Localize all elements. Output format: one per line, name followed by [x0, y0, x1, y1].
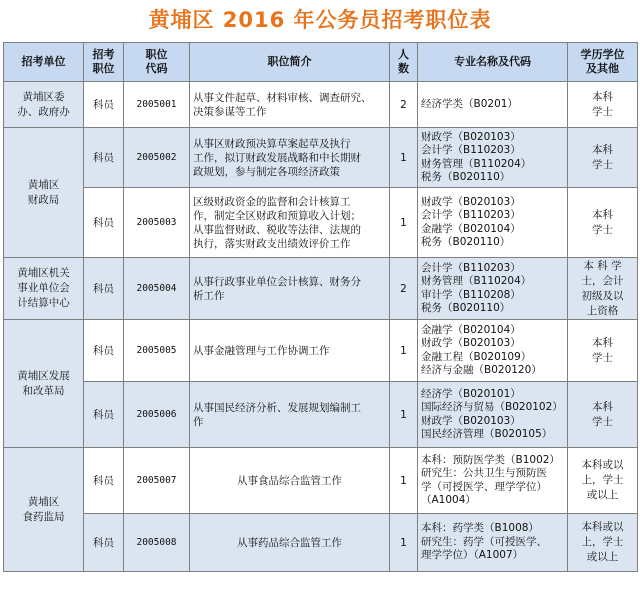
degree-cell: 本科 学士 — [568, 320, 638, 382]
unit-cell: 黄埔区 财政局 — [4, 128, 84, 258]
table-row — [4, 82, 638, 128]
page-title: 黄埔区 2016 年公务员招考职位表 — [148, 8, 492, 32]
unit-cell: 黄埔区 食药监局 — [4, 448, 84, 572]
table-row — [4, 188, 638, 258]
table-row — [4, 128, 638, 188]
brief-cell: 从事行政事业单位会计核算、财务分 析工作 — [190, 258, 390, 320]
code-cell: 2005006 — [124, 382, 190, 448]
header-count: 人 数 — [390, 43, 418, 82]
major-cell: 财政学（B020103） 会计学（B110203） 财务管理（B110204） 税务（B020110） — [418, 128, 568, 188]
table-row — [4, 320, 638, 382]
degree-cell: 本科或以 上，学士 或以上 — [568, 514, 638, 572]
count-cell: 2 — [390, 258, 418, 320]
count-cell: 2 — [390, 82, 418, 128]
degree-cell: 本科 学士 — [568, 128, 638, 188]
count-cell: 1 — [390, 320, 418, 382]
table-row — [4, 258, 638, 320]
degree-cell: 本科 学士 — [568, 188, 638, 258]
code-cell: 2005002 — [124, 128, 190, 188]
position-cell: 科员 — [84, 188, 124, 258]
degree-cell: 本科或以 上，学士 或以上 — [568, 448, 638, 514]
code-cell: 2005001 — [124, 82, 190, 128]
brief-cell: 从事文件起草、材料审核、调查研究、 决策参谋等工作 — [190, 82, 390, 128]
position-cell: 科员 — [84, 128, 124, 188]
position-cell: 科员 — [84, 448, 124, 514]
unit-cell: 黄埔区发展 和改革局 — [4, 320, 84, 448]
header-degree: 学历学位 及其他 — [568, 43, 638, 82]
header-position: 招考 职位 — [84, 43, 124, 82]
count-cell: 1 — [390, 128, 418, 188]
header-row — [4, 43, 638, 82]
brief-cell: 从事国民经济分析、发展规划编制工 作 — [190, 382, 390, 448]
header-code: 职位 代码 — [124, 43, 190, 82]
table-row — [4, 382, 638, 448]
major-cell: 经济学（B020101） 国际经济与贸易（B020102） 财政学（B020103） 国民经济管理（B020105） — [418, 382, 568, 448]
major-cell: 财政学（B020103） 会计学（B110203） 金融学（B020104） 税务（B020110） — [418, 188, 568, 258]
position-cell: 科员 — [84, 258, 124, 320]
position-cell: 科员 — [84, 320, 124, 382]
major-cell: 会计学（B110203） 财务管理（B110204） 审计学（B110208） 税务（B020110） — [418, 258, 568, 320]
brief-cell: 从事药品综合监管工作 — [190, 514, 390, 572]
major-cell: 本科：预防医学类（B1002） 研究生：公共卫生与预防医 学（可授医学、理学学位） （A1004） — [418, 448, 568, 514]
count-cell: 1 — [390, 448, 418, 514]
count-cell: 1 — [390, 382, 418, 448]
count-cell: 1 — [390, 188, 418, 258]
recruitment-table — [3, 42, 638, 572]
code-cell: 2005003 — [124, 188, 190, 258]
brief-cell: 从事食品综合监管工作 — [190, 448, 390, 514]
code-cell: 2005008 — [124, 514, 190, 572]
position-cell: 科员 — [84, 514, 124, 572]
position-cell: 科员 — [84, 82, 124, 128]
header-brief: 职位简介 — [190, 43, 390, 82]
position-cell: 科员 — [84, 382, 124, 448]
degree-cell: 本科 学士 — [568, 382, 638, 448]
brief-cell: 从事金融管理与工作协调工作 — [190, 320, 390, 382]
header-unit: 招考单位 — [4, 43, 84, 82]
major-cell: 本科：药学类（B1008） 研究生：药学（可授医学、 理学学位）（A1007） — [418, 514, 568, 572]
header-major: 专业名称及代码 — [418, 43, 568, 82]
brief-cell: 区级财政资金的监督和会计核算工 作，制定全区财政和预算收入计划； 从事监督财政、税收等法律、法规的 执行，落实财政支出绩效评价工作 — [190, 188, 390, 258]
major-cell: 金融学（B020104） 财政学（B020103） 金融工程（B020109） 经济与金融（B020120） — [418, 320, 568, 382]
table-row — [4, 514, 638, 572]
code-cell: 2005005 — [124, 320, 190, 382]
degree-cell: 本 科 学 士，会计 初级及以 上资格 — [568, 258, 638, 320]
unit-cell: 黄埔区委 办、政府办 — [4, 82, 84, 128]
brief-cell: 从事区财政预决算草案起草及执行 工作，拟订财政发展战略和中长期财 政规划，参与制定各项经济政策 — [190, 128, 390, 188]
degree-cell: 本科 学士 — [568, 82, 638, 128]
count-cell: 1 — [390, 514, 418, 572]
unit-cell: 黄埔区机关 事业单位会 计结算中心 — [4, 258, 84, 320]
major-cell: 经济学类（B0201） — [418, 82, 568, 128]
table-row — [4, 448, 638, 514]
code-cell: 2005007 — [124, 448, 190, 514]
code-cell: 2005004 — [124, 258, 190, 320]
